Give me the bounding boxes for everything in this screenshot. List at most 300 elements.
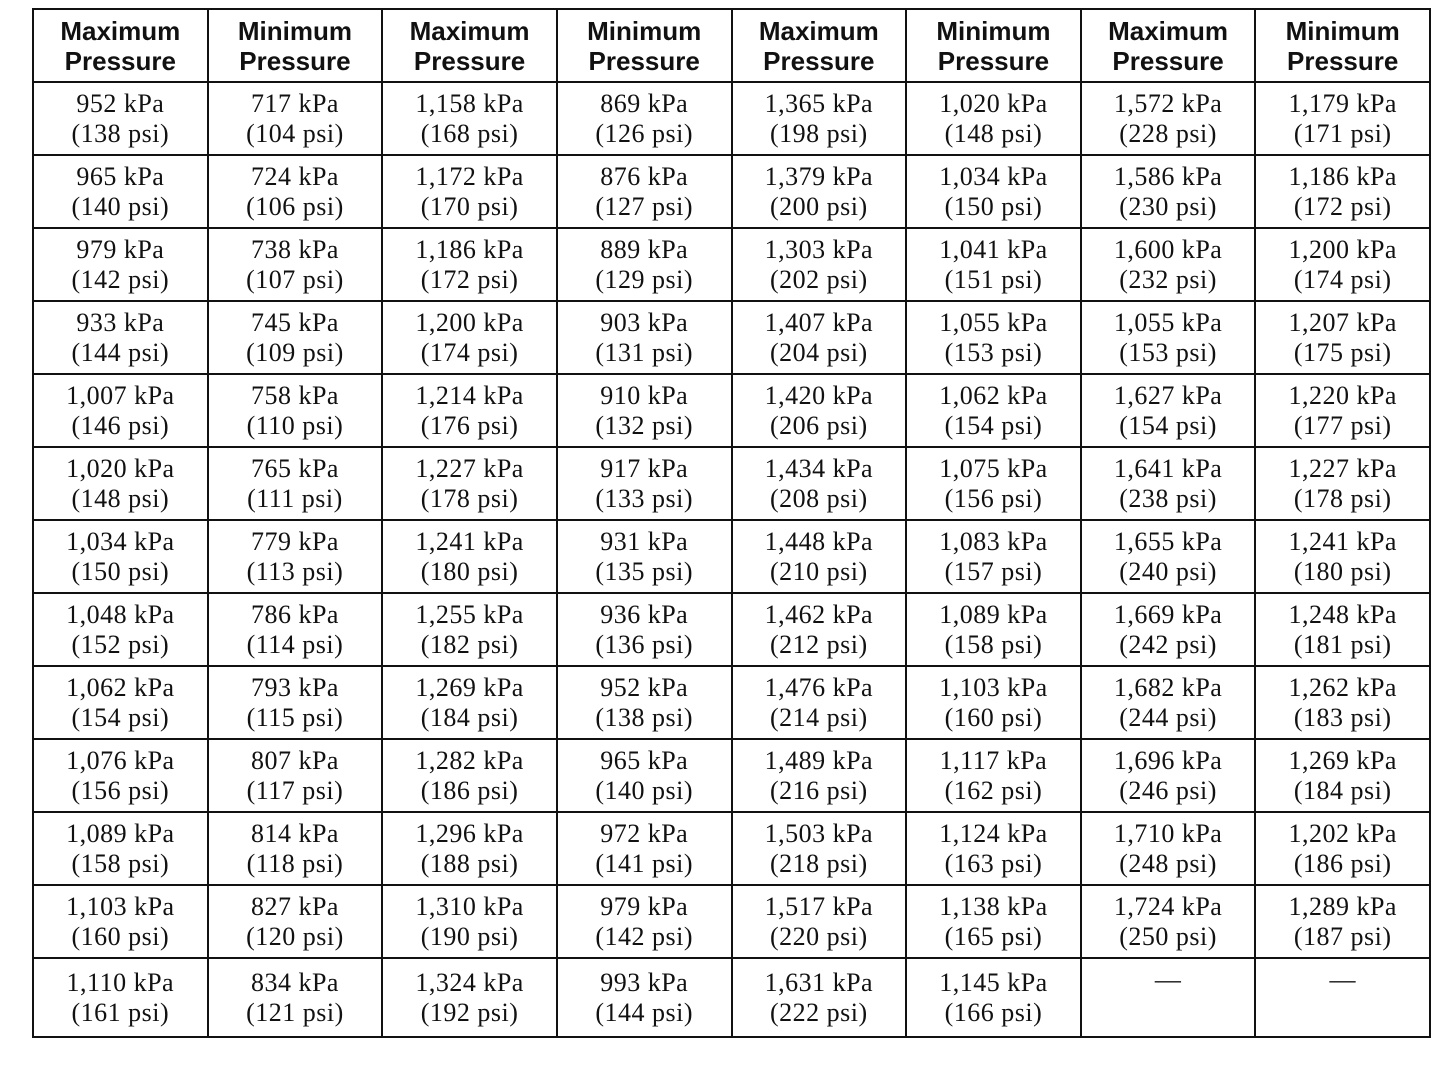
pressure-psi: (175 psi) bbox=[1293, 337, 1392, 367]
pressure-kpa: 1,179 kPa bbox=[1288, 88, 1397, 118]
table-cell bbox=[33, 374, 208, 447]
table-cell bbox=[208, 301, 383, 374]
table-cell bbox=[732, 301, 907, 374]
table-cell bbox=[1081, 374, 1256, 447]
pressure-kpa: 952 kPa bbox=[76, 88, 165, 118]
pressure-kpa: 1,241 kPa bbox=[415, 526, 524, 556]
pressure-kpa: 1,200 kPa bbox=[415, 307, 524, 337]
pressure-kpa: 1,062 kPa bbox=[66, 672, 175, 702]
pressure-kpa: 979 kPa bbox=[76, 234, 165, 264]
pressure-kpa: 1,696 kPa bbox=[1113, 745, 1223, 775]
pressure-kpa: 724 kPa bbox=[250, 161, 339, 191]
pressure-kpa: 993 kPa bbox=[600, 967, 689, 997]
pressure-kpa: 1,282 kPa bbox=[415, 745, 524, 775]
column-header bbox=[382, 9, 557, 82]
pressure-kpa: 779 kPa bbox=[250, 526, 339, 556]
pressure-kpa: 1,075 kPa bbox=[939, 453, 1048, 483]
pressure-kpa: 1,083 kPa bbox=[939, 526, 1048, 556]
table-cell bbox=[732, 958, 907, 1037]
table-row bbox=[33, 155, 1430, 228]
pressure-kpa: 889 kPa bbox=[600, 234, 689, 264]
pressure-psi: (242 psi) bbox=[1119, 629, 1217, 659]
table-cell bbox=[208, 593, 383, 666]
pressure-psi: (172 psi) bbox=[1293, 191, 1392, 221]
pressure-psi: (146 psi) bbox=[71, 410, 170, 440]
table-row bbox=[33, 301, 1430, 374]
pressure-psi: (246 psi) bbox=[1119, 775, 1217, 805]
pressure-psi: (154 psi) bbox=[1119, 410, 1217, 440]
table-cell bbox=[906, 958, 1081, 1037]
pressure-psi: (218 psi) bbox=[769, 848, 868, 878]
table-cell bbox=[557, 520, 732, 593]
pressure-psi: (136 psi) bbox=[595, 629, 694, 659]
pressure-kpa: 1,055 kPa bbox=[1113, 307, 1223, 337]
table-row bbox=[33, 958, 1430, 1037]
table-cell bbox=[33, 593, 208, 666]
table-cell bbox=[382, 812, 557, 885]
pressure-kpa: 1,089 kPa bbox=[66, 818, 175, 848]
pressure-kpa: 1,248 kPa bbox=[1288, 599, 1397, 629]
pressure-psi: (163 psi) bbox=[944, 848, 1043, 878]
table-cell bbox=[208, 520, 383, 593]
table-cell bbox=[1081, 593, 1256, 666]
table-cell bbox=[382, 228, 557, 301]
table-cell bbox=[382, 374, 557, 447]
pressure-psi: (250 psi) bbox=[1119, 921, 1217, 951]
pressure-psi: (183 psi) bbox=[1293, 702, 1392, 732]
pressure-kpa: 1,241 kPa bbox=[1288, 526, 1397, 556]
table-cell bbox=[732, 885, 907, 958]
pressure-kpa: 931 kPa bbox=[600, 526, 689, 556]
table-cell bbox=[732, 666, 907, 739]
pressure-kpa: 1,062 kPa bbox=[939, 380, 1048, 410]
table-cell bbox=[382, 155, 557, 228]
table-cell bbox=[557, 374, 732, 447]
pressure-psi: (141 psi) bbox=[595, 848, 694, 878]
pressure-psi: (248 psi) bbox=[1119, 848, 1217, 878]
pressure-kpa: 1,186 kPa bbox=[1288, 161, 1397, 191]
pressure-psi: (153 psi) bbox=[1119, 337, 1217, 367]
pressure-kpa: 1,076 kPa bbox=[66, 745, 175, 775]
table-cell bbox=[208, 228, 383, 301]
table-cell bbox=[732, 447, 907, 520]
table-cell bbox=[557, 958, 732, 1037]
pressure-kpa: 1,262 kPa bbox=[1288, 672, 1397, 702]
column-header-line: Maximum bbox=[1108, 15, 1229, 46]
table-cell bbox=[557, 812, 732, 885]
table-cell bbox=[732, 593, 907, 666]
table-row bbox=[33, 885, 1430, 958]
pressure-psi: (214 psi) bbox=[769, 702, 868, 732]
pressure-psi: (152 psi) bbox=[71, 629, 170, 659]
pressure-kpa: 1,641 kPa bbox=[1113, 453, 1223, 483]
table-cell bbox=[1255, 447, 1430, 520]
pressure-kpa: 1,020 kPa bbox=[66, 453, 175, 483]
pressure-kpa: 965 kPa bbox=[600, 745, 689, 775]
table-cell bbox=[906, 228, 1081, 301]
table-cell bbox=[1255, 739, 1430, 812]
table-cell bbox=[732, 82, 907, 155]
pressure-psi: (162 psi) bbox=[944, 775, 1043, 805]
table-cell bbox=[1255, 301, 1430, 374]
table-cell bbox=[732, 739, 907, 812]
pressure-kpa: 717 kPa bbox=[250, 88, 339, 118]
pressure-psi: (174 psi) bbox=[420, 337, 519, 367]
table-cell bbox=[208, 374, 383, 447]
pressure-psi: (212 psi) bbox=[769, 629, 868, 659]
table-row bbox=[33, 82, 1430, 155]
pressure-psi: (170 psi) bbox=[420, 191, 519, 221]
table-cell bbox=[208, 666, 383, 739]
table-cell bbox=[732, 520, 907, 593]
table-cell bbox=[557, 228, 732, 301]
pressure-psi: (133 psi) bbox=[595, 483, 694, 513]
pressure-psi: (144 psi) bbox=[71, 337, 170, 367]
pressure-kpa: 814 kPa bbox=[250, 818, 339, 848]
pressure-kpa: 1,048 kPa bbox=[66, 599, 175, 629]
pressure-kpa: 1,600 kPa bbox=[1113, 234, 1223, 264]
pressure-kpa: 1,489 kPa bbox=[764, 745, 874, 775]
column-header-line: Minimum bbox=[1285, 15, 1400, 46]
pressure-kpa: 793 kPa bbox=[250, 672, 339, 702]
pressure-psi: (184 psi) bbox=[420, 702, 519, 732]
table-cell bbox=[208, 82, 383, 155]
pressure-psi: (110 psi) bbox=[246, 410, 344, 440]
table-cell bbox=[1081, 812, 1256, 885]
table-cell bbox=[906, 82, 1081, 155]
pressure-psi: (238 psi) bbox=[1119, 483, 1217, 513]
pressure-kpa: 1,034 kPa bbox=[939, 161, 1048, 191]
pressure-kpa: 1,172 kPa bbox=[415, 161, 524, 191]
pressure-kpa: 1,227 kPa bbox=[415, 453, 524, 483]
pressure-kpa: 1,724 kPa bbox=[1113, 891, 1223, 921]
pressure-psi: (180 psi) bbox=[420, 556, 519, 586]
table-cell bbox=[1081, 739, 1256, 812]
pressure-kpa: 1,434 kPa bbox=[764, 453, 874, 483]
pressure-kpa: 1,476 kPa bbox=[764, 672, 874, 702]
pressure-psi: (177 psi) bbox=[1293, 410, 1392, 440]
pressure-kpa: 1,138 kPa bbox=[939, 891, 1048, 921]
pressure-psi: (138 psi) bbox=[71, 118, 170, 148]
table-cell bbox=[906, 374, 1081, 447]
pressure-psi: (160 psi) bbox=[944, 702, 1043, 732]
table-cell bbox=[382, 739, 557, 812]
table-cell bbox=[208, 812, 383, 885]
pressure-kpa: 903 kPa bbox=[600, 307, 689, 337]
pressure-psi: (114 psi) bbox=[246, 629, 344, 659]
table-cell bbox=[557, 301, 732, 374]
pressure-psi: (240 psi) bbox=[1119, 556, 1217, 586]
column-header-line: Minimum bbox=[587, 15, 702, 46]
column-header-line: Pressure bbox=[763, 45, 875, 76]
table-cell bbox=[1081, 228, 1256, 301]
pressure-psi: (106 psi) bbox=[246, 191, 344, 221]
table-cell bbox=[1081, 301, 1256, 374]
pressure-psi: (153 psi) bbox=[944, 337, 1043, 367]
pressure-kpa: 1,214 kPa bbox=[415, 380, 524, 410]
column-header-line: Maximum bbox=[60, 15, 181, 46]
pressure-psi: (208 psi) bbox=[769, 483, 868, 513]
pressure-psi: (127 psi) bbox=[595, 191, 694, 221]
table-row bbox=[33, 520, 1430, 593]
pressure-kpa: 1,655 kPa bbox=[1113, 526, 1223, 556]
pressure-kpa: 1,020 kPa bbox=[939, 88, 1048, 118]
pressure-kpa: 1,124 kPa bbox=[939, 818, 1048, 848]
table-cell bbox=[382, 301, 557, 374]
pressure-psi: (117 psi) bbox=[246, 775, 344, 805]
pressure-kpa: 1,631 kPa bbox=[764, 967, 874, 997]
column-header-line: Pressure bbox=[413, 45, 526, 76]
pressure-kpa: 1,462 kPa bbox=[764, 599, 874, 629]
pressure-psi: (104 psi) bbox=[246, 118, 344, 148]
pressure-kpa: 979 kPa bbox=[600, 891, 689, 921]
pressure-kpa: 1,255 kPa bbox=[415, 599, 524, 629]
pressure-kpa: 1,145 kPa bbox=[939, 967, 1048, 997]
pressure-psi: (180 psi) bbox=[1293, 556, 1392, 586]
pressure-kpa: 1,324 kPa bbox=[415, 967, 524, 997]
pressure-psi: (140 psi) bbox=[71, 191, 170, 221]
pressure-psi: (109 psi) bbox=[246, 337, 344, 367]
table-cell bbox=[557, 885, 732, 958]
column-header bbox=[1081, 9, 1256, 82]
table-cell bbox=[732, 812, 907, 885]
pressure-psi: (107 psi) bbox=[246, 264, 344, 294]
table-cell bbox=[1081, 958, 1256, 1037]
table-cell bbox=[906, 812, 1081, 885]
pressure-psi: (118 psi) bbox=[246, 848, 344, 878]
pressure-psi: (216 psi) bbox=[769, 775, 868, 805]
pressure-kpa: 1,682 kPa bbox=[1113, 672, 1223, 702]
pressure-psi: (168 psi) bbox=[420, 118, 519, 148]
table-cell bbox=[33, 228, 208, 301]
pressure-psi: (232 psi) bbox=[1119, 264, 1217, 294]
table-cell bbox=[1255, 958, 1430, 1037]
pressure-kpa: 910 kPa bbox=[600, 380, 689, 410]
table-cell bbox=[1081, 155, 1256, 228]
pressure-kpa: 869 kPa bbox=[600, 88, 689, 118]
pressure-psi: (165 psi) bbox=[944, 921, 1043, 951]
pressure-kpa: 1,207 kPa bbox=[1288, 307, 1397, 337]
pressure-psi: (184 psi) bbox=[1293, 775, 1392, 805]
pressure-psi: (154 psi) bbox=[71, 702, 170, 732]
column-header bbox=[208, 9, 383, 82]
pressure-psi: (150 psi) bbox=[71, 556, 170, 586]
table-cell bbox=[33, 812, 208, 885]
table-cell bbox=[382, 958, 557, 1037]
pressure-psi: (121 psi) bbox=[246, 997, 344, 1027]
table-cell bbox=[33, 82, 208, 155]
pressure-psi: (157 psi) bbox=[944, 556, 1043, 586]
pressure-kpa: 1,034 kPa bbox=[66, 526, 175, 556]
table-row bbox=[33, 593, 1430, 666]
table-cell bbox=[208, 155, 383, 228]
pressure-psi: (200 psi) bbox=[769, 191, 868, 221]
pressure-table bbox=[32, 8, 1431, 1038]
pressure-kpa: 1,669 kPa bbox=[1113, 599, 1223, 629]
column-header-line: Pressure bbox=[1287, 45, 1399, 76]
pressure-psi: (135 psi) bbox=[595, 556, 694, 586]
pressure-psi: (192 psi) bbox=[420, 997, 519, 1027]
table-cell bbox=[1081, 82, 1256, 155]
pressure-psi: (131 psi) bbox=[595, 337, 694, 367]
pressure-kpa: 1,627 kPa bbox=[1113, 380, 1223, 410]
table-cell bbox=[33, 301, 208, 374]
pressure-kpa: 933 kPa bbox=[76, 307, 165, 337]
pressure-kpa: 965 kPa bbox=[76, 161, 165, 191]
pressure-psi: (132 psi) bbox=[595, 410, 694, 440]
table-cell bbox=[382, 885, 557, 958]
table-cell bbox=[208, 739, 383, 812]
pressure-psi: (198 psi) bbox=[769, 118, 868, 148]
pressure-kpa: 738 kPa bbox=[250, 234, 339, 264]
column-header-line: Minimum bbox=[936, 15, 1051, 46]
pressure-kpa: 1,365 kPa bbox=[764, 88, 874, 118]
table-cell bbox=[557, 593, 732, 666]
pressure-psi: (222 psi) bbox=[769, 997, 868, 1027]
pressure-psi: (210 psi) bbox=[769, 556, 868, 586]
table-cell bbox=[1081, 447, 1256, 520]
column-header-line: Minimum bbox=[237, 15, 352, 46]
pressure-kpa: 1,041 kPa bbox=[939, 234, 1048, 264]
table-cell bbox=[906, 520, 1081, 593]
pressure-kpa: 1,269 kPa bbox=[415, 672, 524, 702]
pressure-psi: (178 psi) bbox=[420, 483, 519, 513]
table-cell bbox=[33, 666, 208, 739]
table-cell bbox=[557, 82, 732, 155]
column-header bbox=[33, 9, 208, 82]
table-row bbox=[33, 447, 1430, 520]
table-cell bbox=[557, 666, 732, 739]
table-cell bbox=[33, 885, 208, 958]
pressure-psi: (156 psi) bbox=[944, 483, 1043, 513]
pressure-psi: (120 psi) bbox=[246, 921, 344, 951]
table-cell bbox=[732, 155, 907, 228]
table-header bbox=[33, 9, 1430, 82]
table-cell bbox=[906, 155, 1081, 228]
pressure-psi: (115 psi) bbox=[246, 702, 344, 732]
pressure-kpa: 758 kPa bbox=[250, 380, 339, 410]
pressure-psi: (174 psi) bbox=[1293, 264, 1392, 294]
pressure-kpa: 876 kPa bbox=[600, 161, 689, 191]
column-header-line: Pressure bbox=[588, 45, 700, 76]
table-cell bbox=[906, 666, 1081, 739]
column-header bbox=[1255, 9, 1430, 82]
pressure-psi: (204 psi) bbox=[769, 337, 868, 367]
table-cell bbox=[1255, 666, 1430, 739]
pressure-kpa: 1,200 kPa bbox=[1288, 234, 1397, 264]
column-header-line: Pressure bbox=[64, 45, 176, 76]
pressure-kpa: 1,202 kPa bbox=[1288, 818, 1397, 848]
pressure-kpa: 745 kPa bbox=[250, 307, 339, 337]
pressure-psi: (148 psi) bbox=[71, 483, 170, 513]
table-cell bbox=[208, 885, 383, 958]
column-header bbox=[557, 9, 732, 82]
pressure-kpa: 1,110 kPa bbox=[66, 967, 175, 997]
table-cell bbox=[33, 447, 208, 520]
pressure-kpa: 1,303 kPa bbox=[764, 234, 874, 264]
table-cell bbox=[557, 739, 732, 812]
table-cell bbox=[382, 447, 557, 520]
table-cell bbox=[906, 447, 1081, 520]
pressure-psi: (129 psi) bbox=[595, 264, 694, 294]
pressure-kpa: 1,103 kPa bbox=[66, 891, 175, 921]
table-cell bbox=[732, 228, 907, 301]
pressure-kpa: 1,517 kPa bbox=[764, 891, 874, 921]
pressure-psi: (187 psi) bbox=[1293, 921, 1392, 951]
pressure-psi: (161 psi) bbox=[71, 997, 170, 1027]
table-row bbox=[33, 812, 1430, 885]
table-cell bbox=[382, 666, 557, 739]
pressure-kpa: 1,227 kPa bbox=[1288, 453, 1397, 483]
pressure-psi: (186 psi) bbox=[420, 775, 519, 805]
pressure-kpa: 765 kPa bbox=[250, 453, 339, 483]
pressure-kpa: 1,158 kPa bbox=[415, 88, 524, 118]
pressure-psi: (126 psi) bbox=[595, 118, 694, 148]
pressure-psi: (144 psi) bbox=[595, 997, 694, 1027]
table-cell bbox=[557, 155, 732, 228]
pressure-psi: (142 psi) bbox=[595, 921, 694, 951]
table-cell bbox=[906, 301, 1081, 374]
table-cell bbox=[1081, 520, 1256, 593]
pressure-kpa: 917 kPa bbox=[600, 453, 689, 483]
pressure-psi: (142 psi) bbox=[71, 264, 170, 294]
pressure-kpa: 1,055 kPa bbox=[939, 307, 1048, 337]
pressure-psi: (230 psi) bbox=[1119, 191, 1217, 221]
pressure-kpa: 1,296 kPa bbox=[415, 818, 524, 848]
pressure-psi: (228 psi) bbox=[1119, 118, 1217, 148]
pressure-psi: (202 psi) bbox=[769, 264, 868, 294]
pressure-kpa: 952 kPa bbox=[600, 672, 689, 702]
table-cell bbox=[1255, 228, 1430, 301]
pressure-psi: (148 psi) bbox=[944, 118, 1043, 148]
table-cell bbox=[1255, 593, 1430, 666]
pressure-psi: (158 psi) bbox=[71, 848, 170, 878]
table-cell bbox=[1081, 666, 1256, 739]
pressure-psi: (182 psi) bbox=[420, 629, 519, 659]
column-header-line: Pressure bbox=[239, 45, 351, 76]
pressure-kpa: 972 kPa bbox=[600, 818, 689, 848]
table-cell bbox=[906, 739, 1081, 812]
table-cell bbox=[1255, 812, 1430, 885]
pressure-kpa: 1,117 kPa bbox=[939, 745, 1048, 775]
pressure-psi: (172 psi) bbox=[420, 264, 519, 294]
table-cell bbox=[33, 739, 208, 812]
pressure-kpa: 1,420 kPa bbox=[764, 380, 874, 410]
pressure-psi: (171 psi) bbox=[1293, 118, 1392, 148]
pressure-kpa: 807 kPa bbox=[250, 745, 339, 775]
pressure-psi: (176 psi) bbox=[420, 410, 519, 440]
pressure-kpa: 1,586 kPa bbox=[1113, 161, 1223, 191]
pressure-kpa: 936 kPa bbox=[600, 599, 689, 629]
pressure-kpa: 834 kPa bbox=[250, 967, 339, 997]
table-cell bbox=[33, 155, 208, 228]
pressure-psi: (178 psi) bbox=[1293, 483, 1392, 513]
pressure-psi: (206 psi) bbox=[769, 410, 868, 440]
table-cell bbox=[1255, 155, 1430, 228]
table-body bbox=[33, 82, 1430, 1037]
table-row bbox=[33, 228, 1430, 301]
table-row bbox=[33, 739, 1430, 812]
pressure-kpa: 1,572 kPa bbox=[1113, 88, 1223, 118]
table-cell bbox=[557, 447, 732, 520]
pressure-kpa: 1,007 kPa bbox=[66, 380, 175, 410]
column-header bbox=[906, 9, 1081, 82]
table-cell bbox=[382, 593, 557, 666]
column-header-line: Pressure bbox=[937, 45, 1050, 76]
pressure-kpa: 1,310 kPa bbox=[415, 891, 524, 921]
header-row bbox=[33, 9, 1430, 82]
pressure-kpa: 1,089 kPa bbox=[939, 599, 1048, 629]
